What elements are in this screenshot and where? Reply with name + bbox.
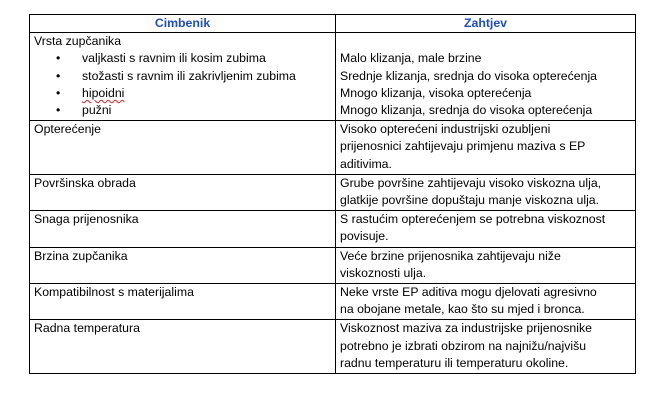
table-row-snaga-prijenosnika: [30, 211, 636, 247]
requirement-line: Mnogo klizanja, srednja do visoka opterećenja: [340, 103, 593, 118]
lubricant-requirements-table: [29, 14, 636, 374]
table-row-radna-temperatura: [30, 320, 636, 374]
table-row-brzina-zupcanika: [30, 247, 636, 283]
requirement-line: Mnogo klizanja, visoka opterećenja: [340, 85, 532, 100]
header-row: [30, 15, 636, 33]
gear-types-label: Vrsta zupčanika: [34, 34, 122, 49]
list-item: • stožasti s ravnim ili zakrivljenim zubima: [34, 68, 331, 85]
factor-cell: Snaga prijenosnika: [30, 211, 336, 247]
factor-cell: [30, 33, 336, 121]
requirement-cell: S rastućim opterećenjem se potrebna viskoznost povisuje.: [336, 211, 636, 247]
table-row-povrsinska-obrada: [30, 174, 636, 210]
requirement-cell: Neke vrste EP aditiva mogu djelovati agresivno na obojane metale, kao što su mjed i bronca.: [336, 284, 636, 320]
requirement-cell: Veće brzine prijenosnika zahtijevaju niže viskoznosti ulja.: [336, 247, 636, 283]
table-row-kompatibilnost: [30, 284, 636, 320]
table-row-gear-types: [30, 33, 636, 121]
factor-cell: Kompatibilnost s materijalima: [30, 284, 336, 320]
factor-cell: Radna temperatura: [30, 320, 336, 374]
table-row-opterecenje: [30, 121, 636, 175]
factor-cell: Brzina zupčanika: [30, 247, 336, 283]
list-item: • pužni: [34, 102, 331, 119]
requirement-cell: Viskoznost maziva za industrijske prijenosnike potrebno je izbrati obzirom na najnižu/najvišu radnu temperaturu ili temperaturu okoline.: [336, 320, 636, 374]
gear-types-list: [34, 50, 331, 119]
requirement-cell: [336, 33, 636, 121]
list-item: [34, 85, 331, 102]
requirement-cell: Grube površine zahtijevaju visoko viskozna ulja, glatkije površine dopuštaju manje viskozna ulja.: [336, 174, 636, 210]
requirement-line: Srednje klizanja, srednja do visoka opterećenja: [340, 68, 598, 83]
header-zahtjev: Zahtjev: [336, 15, 636, 33]
factor-cell: Površinska obrada: [30, 174, 336, 210]
factor-cell: Opterećenje: [30, 121, 336, 175]
spellcheck-word: hipoidni: [82, 85, 125, 100]
list-item: • valjkasti s ravnim ili kosim zubima: [34, 50, 331, 67]
requirement-line: Malo klizanja, male brzine: [340, 51, 482, 66]
requirement-cell: Visoko opterećeni industrijski ozubljeni prijenosnici zahtijevaju primjenu maziva s EP aditivima.: [336, 121, 636, 175]
header-cimbenik: Cimbenik: [30, 15, 336, 33]
